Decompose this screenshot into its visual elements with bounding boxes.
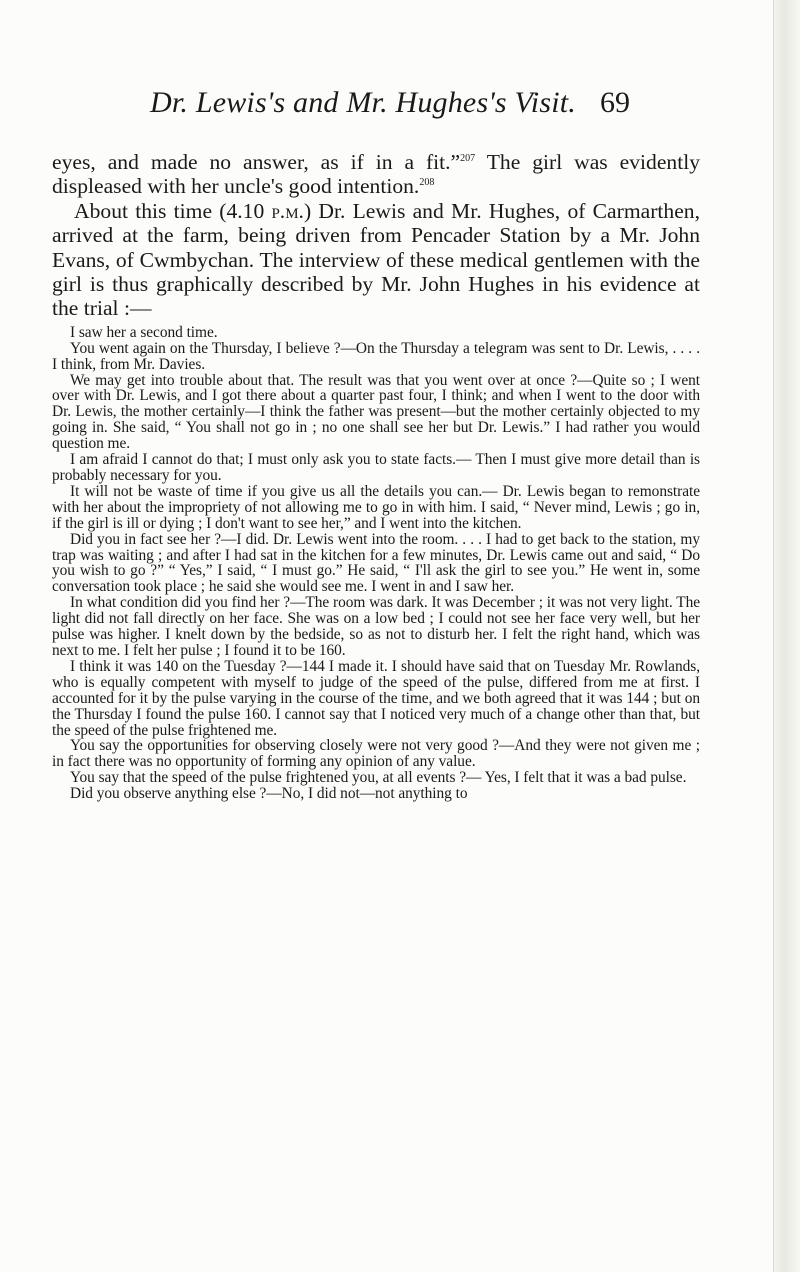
paragraph-visit: About this time (4.10 p.m.) Dr. Lewis and Mr. Hughes, of Carmarthen, arrived at the farm, being driven from Pencader Station by a Mr. John Evans, of Cwmbychan. The interview of these medical gentlemen with the girl is thus graphically described by Mr. John Hughes in his evidence at the trial :— (52, 198, 700, 321)
evidence-paragraph: I saw her a second time. (70, 323, 218, 341)
evidence-paragraph: You went again on the Thursday, I believe ?—On the Thursday a telegram was sent to Dr. Lewis, . . . . I think, from Mr. Davies. (52, 339, 700, 373)
time-suffix: p.m. (271, 198, 304, 223)
trial-evidence (52, 325, 700, 802)
evidence-paragraph: You say that the speed of the pulse frightened you, at all events ?— Yes, I felt that it was a bad pulse. (70, 769, 687, 787)
paragraph-continuation: eyes, and made no answer, as if in a fit.”$^{207}$ The girl was evidently displeased with her uncle's good intention.$^{208}$ (52, 150, 701, 199)
running-header (150, 86, 630, 126)
running-title: Dr. Lewis's and Mr. Hughes's Visit. (150, 86, 576, 119)
body-text (52, 150, 700, 802)
evidence-paragraph: You say the opportunities for observing closely were not very good ?—And they were not given me ; in fact there was no opportunity of forming any opinion of any value. (52, 737, 700, 771)
page-number: 69 (600, 86, 630, 119)
page-edge (773, 0, 800, 1272)
evidence-paragraph: I am afraid I cannot do that; I must only ask you to state facts.— Then I must give more detail than is probably necessary for you. (52, 451, 700, 484)
evidence-paragraph: It will not be waste of time if you give us all the details you can.— Dr. Lewis began to remonstrate with her about the impropriety of not allowing me to go in with him. I said, “ Never mind, Lewis ; go in, if the girl is ill or dying ; I don't want to see her,” and I went into the kitchen. (52, 482, 700, 532)
evidence-paragraph: Did you in fact see her ?—I did. Dr. Lewis went into the room. . . . I had to get back to the station, my trap was waiting ; and after I had sat in the kitchen for a few minutes, Dr. Lewis came out and said, “ Do you wish to go ?” “ Yes,” I said, “ I must go.” He said, “ I'll ask the girl to see you.” He went in, some conversation took place ; he said she would see me. I went in and I saw her. (52, 530, 700, 596)
evidence-paragraph: Did you observe anything else ?—No, I did not—not anything to (70, 785, 468, 803)
evidence-paragraph: In what condition did you find her ?—The room was dark. It was December ; it was not very light. The light did not fall directly on her face. She was on a low bed ; I could not see her face very well, but her pulse was higher. I knelt down by the bedside, so as not to disturb her. I felt the right hand, which was next to me. I felt her pulse ; I found it to be 160. (52, 594, 700, 659)
evidence-paragraph: I think it was 140 on the Tuesday ?—144 I made it. I should have said that on Tuesday Mr. Rowlands, who is equally competent with myself to judge of the speed of the pulse, differed from me at first. I accounted for it by the pulse varying in the course of the time, and we both agreed that it was 144 ; but on the Thursday I found the pulse 160. I cannot say that I noticed very much of a change other than that, but the speed of the pulse frightened me. (52, 657, 700, 739)
footnote-ref-208: 208 (419, 177, 435, 189)
footnote-ref-207: 207 (460, 152, 476, 164)
evidence-paragraph: We may get into trouble about that. The result was that you went over at once ?—Quite so ; I went over with Dr. Lewis, and I got there about a quarter past four, I think; and when I went to the door with Dr. Lewis, the mother certainly—I think the father was present—but the mother certainly objected to my going in. She said, “ You shall not go in ; no one shall see her but Dr. Lewis.” I had rather you would question me. (52, 371, 700, 453)
